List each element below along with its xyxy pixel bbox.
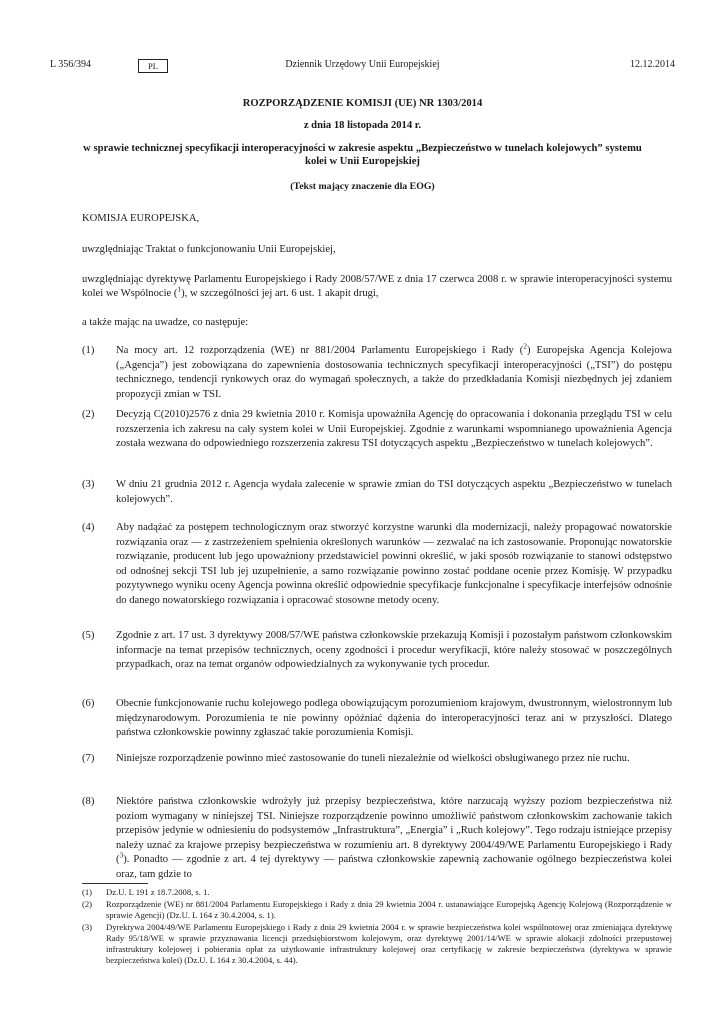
page-header [50, 57, 675, 77]
recital-number: (3) [82, 479, 95, 490]
preamble-treaty: uwzględniając Traktat o funkcjonowaniu Unii Europejskiej, [82, 244, 336, 255]
recital-text: Obecnie funkcjonowanie ruchu kolejowego podlega obowiązującym porozumieniom krajowym, dwustronnym, wielostronnym lub międzynarodowym. Porozumienia te nie powinny opóźniać dążenia do interoperacyjności teraz ani w przyszłości. Dlatego państwa członkowskie powinny zgłaszać takie porozumienia Komisji. [116, 698, 672, 738]
recital-number: (2) [82, 409, 95, 420]
regulation-date: z dnia 18 listopada 2014 r. [303, 120, 422, 131]
recital-text-b: ). Ponadto — zgodnie z art. 4 tej dyrektywy — państwa członkowskie zapewnią zachowanie ogólnego bezpieczeństwa kolei oraz, tam gdzie to [116, 854, 672, 880]
footnote-ref[interactable]: 2 [523, 341, 527, 351]
recital-number: (4) [82, 522, 95, 533]
journal-name: Dziennik Urzędowy Unii Europejskiej [285, 59, 440, 70]
recital-text: Aby nadążać za postępem technologicznym oraz stworzyć korzystne warunki dla modernizacji, należy propagować nowatorskie rozwiązania oraz — z zastrzeżeniem spełnienia określonych warunków — zezwalać na ich zastosowanie. Proponując nowatorskie rozwiązanie, producent lub jego upoważniony przedstawiciel powinni określić, w jaki sposób rozwiązanie to stanowi odstępstwo od odnośnej sekcji TSI lub jej uzupełnienie, a samo rozwiązanie powinno zostać poddane ocenie przez Komisję. W przypadku pozytywnego wyniku oceny Agencja powinna określić odpowiednie specyfikacje funkcjonalne i specyfikacje interfejsów odnośnie do danego nowatorskiego rozwiązania i opracować stosowne metody oceny. [116, 522, 672, 606]
footnote-ref[interactable]: 3 [119, 850, 124, 860]
preamble-directive [82, 273, 672, 301]
preamble-commission: KOMISJA EUROPEJSKA, [82, 213, 200, 224]
footnote-text: Rozporządzenie (WE) nr 881/2004 Parlamentu Europejskiego i Rady z dnia 29 kwietnia 2004 r. ustanawiające Europejską Agencję Kolejową (Rozporządzenie w sprawie Agencji) (Dz.U. L 164 z 30.4.2004, s. 1). [106, 899, 672, 920]
recital-text-b: ) Europejska Agencja Kolejowa („Agencja”) jest zobowiązana do zapewnienia dostosowania technicznych specyfikacji interoperacyjności („TSI”) do postępu technicznego, tendencji rynkowych oraz do wymagań społecznych, a także do przedkładania Komisji niezbędnych jej zdaniem propozycji zmian w TSI. [116, 345, 672, 400]
recital-number: (5) [82, 630, 95, 641]
recital-text [116, 795, 672, 882]
footnote-number: (3) [82, 922, 93, 932]
recital-number: (8) [82, 796, 95, 807]
recital-number: (1) [82, 345, 95, 356]
footnote-ref[interactable]: 1 [177, 284, 182, 294]
footnote-divider [82, 883, 148, 884]
footnote-number: (1) [82, 887, 93, 897]
page-reference: L 356/394 [50, 59, 92, 70]
recital-text [116, 341, 672, 402]
recital-text: W dniu 21 grudnia 2012 r. Agencja wydała zalecenie w sprawie zmian do TSI dotyczących aspektu „Bezpieczeństwo w tunelach kolejowych”. [116, 479, 672, 505]
recital-text: Niniejsze rozporządzenie powinno mieć zastosowanie do tuneli niezależnie od wielkości obsługiwanego przez nie ruchu. [116, 753, 630, 764]
language-box: PL [138, 59, 168, 73]
regulation-subject: w sprawie technicznej specyfikacji interoperacyjności w zakresie aspektu „Bezpieczeństwo w tunelach kolejowych” systemu kolei w Unii Europejskiej [83, 143, 642, 167]
footnote-text: Dz.U. L 191 z 18.7.2008, s. 1. [106, 887, 210, 897]
footnote-text: Dyrektywa 2004/49/WE Parlamentu Europejskiego i Rady z dnia 29 kwietnia 2004 r. w sprawie bezpieczeństwa kolei wspólnotowej oraz zmieniająca dyrektywę Rady 95/18/WE w sprawie przyznawania licencji przedsiębiorstwom kolejowym, oraz dyrektywę 2001/14/WE w sprawie alokacji zdolności przepustowej infrastruktury kolejowej i pobierania opłat za użytkowanie infrastruktury kolejowej oraz certyfikację w zakresie bezpieczeństwa (dyrektywa w sprawie bezpieczeństwa kolei) (Dz.U. L 164 z 30.4.2004, s. 44). [106, 922, 672, 965]
recital-number: (6) [82, 698, 95, 709]
recital-text-a: Na mocy art. 12 rozporządzenia (WE) nr 881/2004 Parlamentu Europejskiego i Rady ( [116, 345, 524, 356]
publication-date: 12.12.2014 [630, 59, 675, 70]
recital-number: (7) [82, 753, 95, 764]
recital-text: Zgodnie z art. 17 ust. 3 dyrektywy 2008/57/WE państwa członkowskie przekazują Komisji i pozostałym państwom członkowskim informacje na temat przepisów technicznych, oceny zgodności i procedur weryfikacji, które należy stosować w poszczególnych przypadkach, oraz na temat organów odpowiedzialnych za wykonywanie tych procedur. [116, 630, 672, 670]
preamble-directive-text-a: uwzględniając dyrektywę Parlamentu Europejskiego i Rady 2008/57/WE z dnia 17 czerwca 2008 r. w sprawie interoperacyjności systemu kolei we Wspólnocie ( [82, 274, 672, 299]
recital-text: Decyzją C(2010)2576 z dnia 29 kwietnia 2010 r. Komisja upoważniła Agencję do opracowania i dokonania przeglądu TSI w celu rozszerzenia ich zakresu na cały system kolei w Unii Europejskiej. Zgodnie z warunkami wspomnianego upoważnienia Agencja została wezwana do odpowiedniego rozszerzenia zakresu TSI dotyczących aspektu „Bezpieczeństwo w tunelach kolejowych”. [116, 409, 672, 449]
recital-text-a: Niektóre państwa członkowskie wdrożyły już przepisy bezpieczeństwa, które narzucają wyższy poziom bezpieczeństwa niż poziom wymagany w niniejszej TSI. Niniejsze rozporządzenie powinno umożliwić państwom członkowskim zachowanie takich przepisów jedynie w odniesieniu do podsystemów „Infrastruktura”, „Energia” i „Ruch kolejowy”. Tego rodzaju istniejące przepisy należy uznać za krajowe przepisy bezpieczeństwa w rozumieniu art. 8 dyrektywy 2004/49/WE Parlamentu Europejskiego i Rady ( [116, 796, 672, 865]
regulation-title: ROZPORZĄDZENIE KOMISJI (UE) NR 1303/2014 [242, 98, 483, 109]
footnote-number: (2) [82, 899, 93, 909]
eea-relevance-note: (Tekst mający znaczenie dla EOG) [290, 181, 435, 192]
preamble-directive-text-b: ), w szczególności jej art. 6 ust. 1 akapit drugi, [181, 288, 379, 299]
preamble-whereas: a także mając na uwadze, co następuje: [82, 317, 249, 328]
